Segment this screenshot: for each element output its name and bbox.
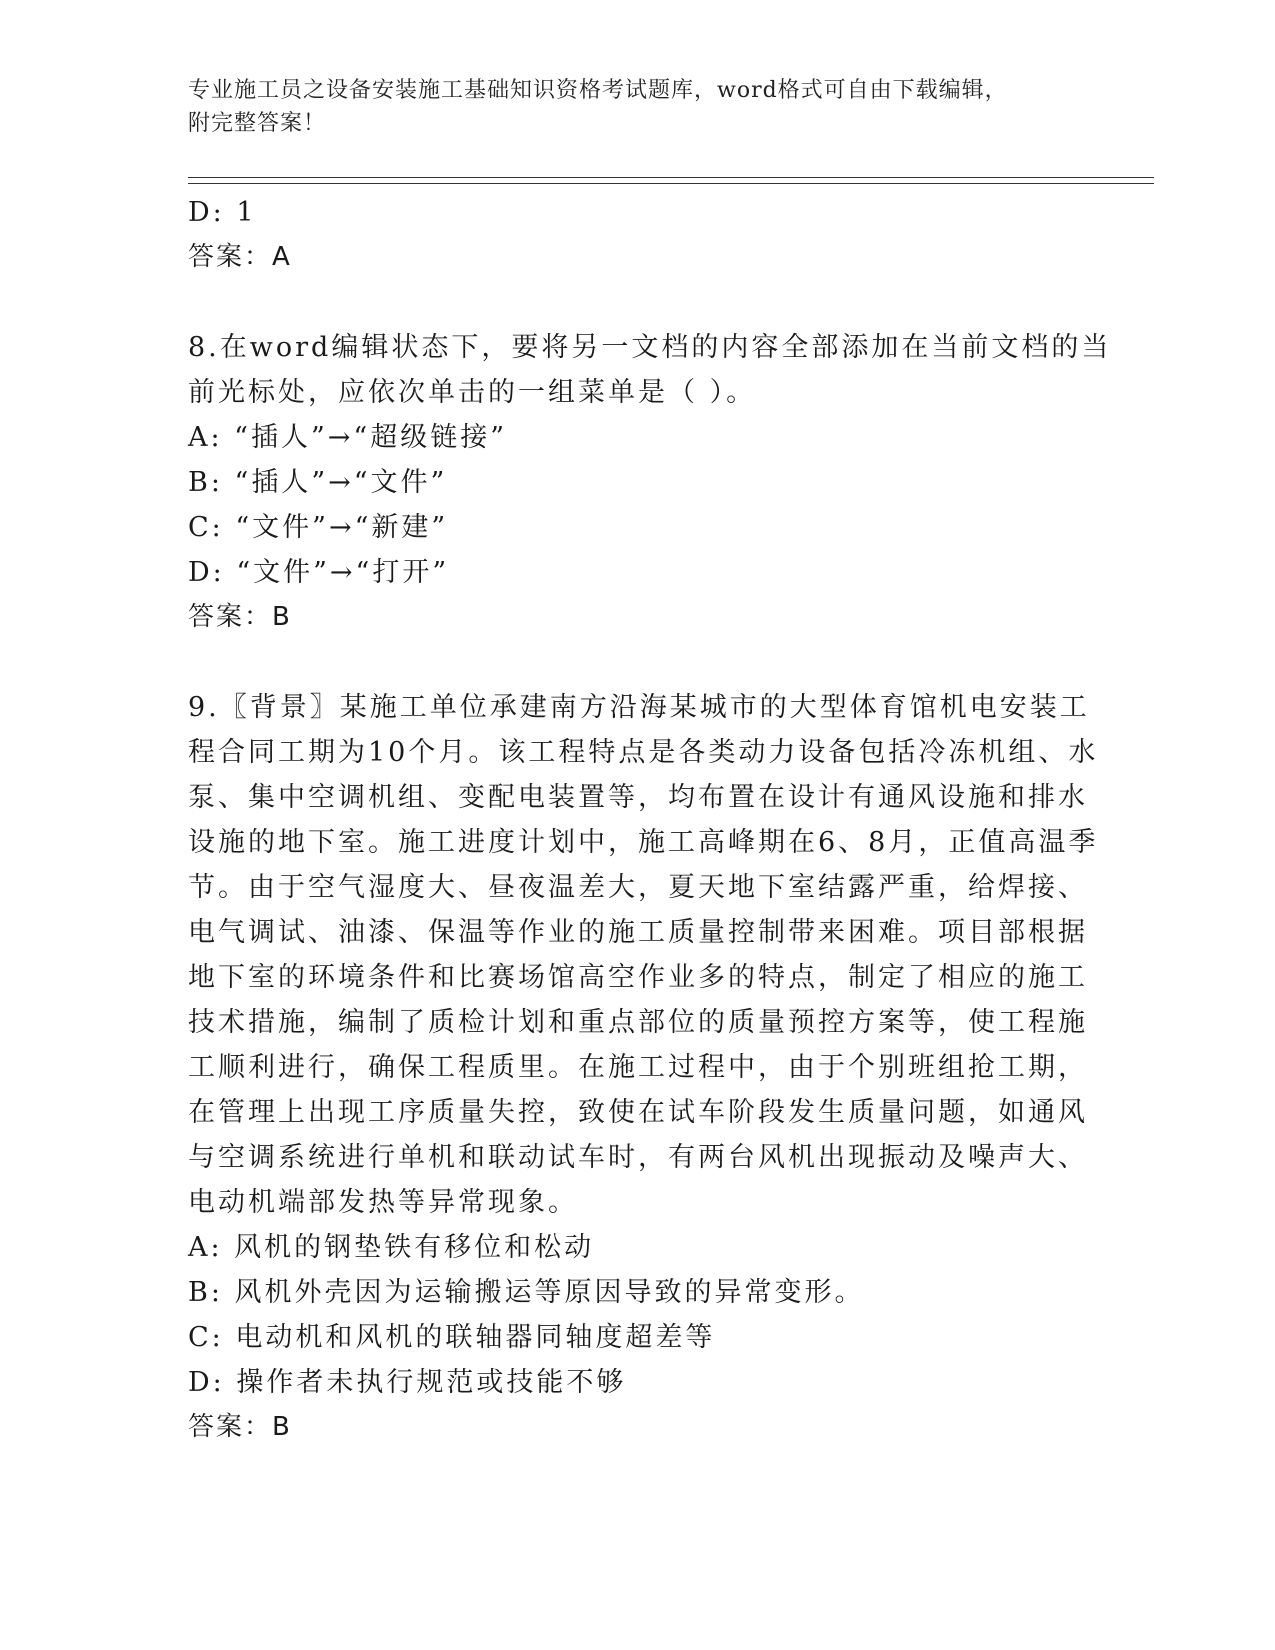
q8-option-b: B: “插人”→“文件” <box>188 467 448 498</box>
q8-option-c: C: “文件”→“新建” <box>188 512 449 543</box>
header-rule-top <box>188 177 1154 178</box>
q9-text-line: 程合同工期为10个月。该工程特点是各类动力设备包括冷冻机组、水 <box>188 737 1099 768</box>
q9-text-line: 与空调系统进行单机和联动试车时，有两台风机出现振动及噪声大、 <box>188 1142 1088 1173</box>
spacer <box>188 280 1078 325</box>
q9-option-c: C: 电动机和风机的联轴器同轴度超差等 <box>188 1322 716 1353</box>
question-9 <box>188 685 1099 1450</box>
header-line-1: 专业施工员之设备安装施工基础知识资格考试题库，word格式可自由下载编辑， <box>188 78 1008 103</box>
q9-option-a: A: 风机的钢垫铁有移位和松动 <box>188 1232 595 1263</box>
document-body <box>188 190 1112 1450</box>
q9-text-line: 在管理上出现工序质量失控，致使在试车阶段发生质量问题，如通风 <box>188 1097 1088 1128</box>
page-header <box>188 74 1088 140</box>
spacer <box>188 640 1078 685</box>
q9-option-b: B: 风机外壳因为运输搬运等原因导致的异常变形。 <box>188 1277 865 1308</box>
q9-text-line: 9.〖背景〗某施工单位承建南方沿海某城市的大型体育馆机电安装工 <box>188 692 1090 723</box>
q9-text-line: 地下室的环境条件和比赛场馆高空作业多的特点，制定了相应的施工 <box>188 962 1088 993</box>
q9-text-line: 技术措施，编制了质检计划和重点部位的质量预控方案等，使工程施 <box>188 1007 1088 1038</box>
q8-answer: 答案：B <box>188 602 292 632</box>
q8-text-line-1: 8.在word编辑状态下，要将另一文档的内容全部添加在当前文档的当 <box>188 332 1112 363</box>
q8-option-d: D: “文件”→“打开” <box>188 557 450 588</box>
q9-text-line: 电动机端部发热等异常现象。 <box>188 1187 578 1218</box>
prev-answer: 答案：A <box>188 242 292 272</box>
q9-text-line: 工顺利进行，确保工程质里。在施工过程中，由于个别班组抢工期， <box>188 1052 1088 1083</box>
q9-text-line: 电气调试、油漆、保温等作业的施工质量控制带来困难。项目部根据 <box>188 917 1088 948</box>
q8-text-line-2: 前光标处，应依次单击的一组菜单是（ ）。 <box>188 377 757 408</box>
header-rule-bottom <box>188 183 1154 184</box>
q9-answer: 答案：B <box>188 1412 292 1442</box>
question-8 <box>188 325 1112 640</box>
q9-text-line: 节。由于空气湿度大、昼夜温差大，夏天地下室结露严重，给焊接、 <box>188 872 1088 903</box>
q8-option-a: A: “插人”→“超级链接” <box>188 422 508 453</box>
prev-option-d: D: 1 <box>188 197 257 228</box>
q9-text-line: 泵、集中空调机组、变配电装置等，均布置在设计有通风设施和排水 <box>188 782 1088 813</box>
header-line-2: 附完整答案！ <box>188 111 327 136</box>
q9-text-line: 设施的地下室。施工进度计划中，施工高峰期在6、8月，正值高温季 <box>188 827 1099 858</box>
q9-option-d: D: 操作者未执行规范或技能不够 <box>188 1367 627 1398</box>
